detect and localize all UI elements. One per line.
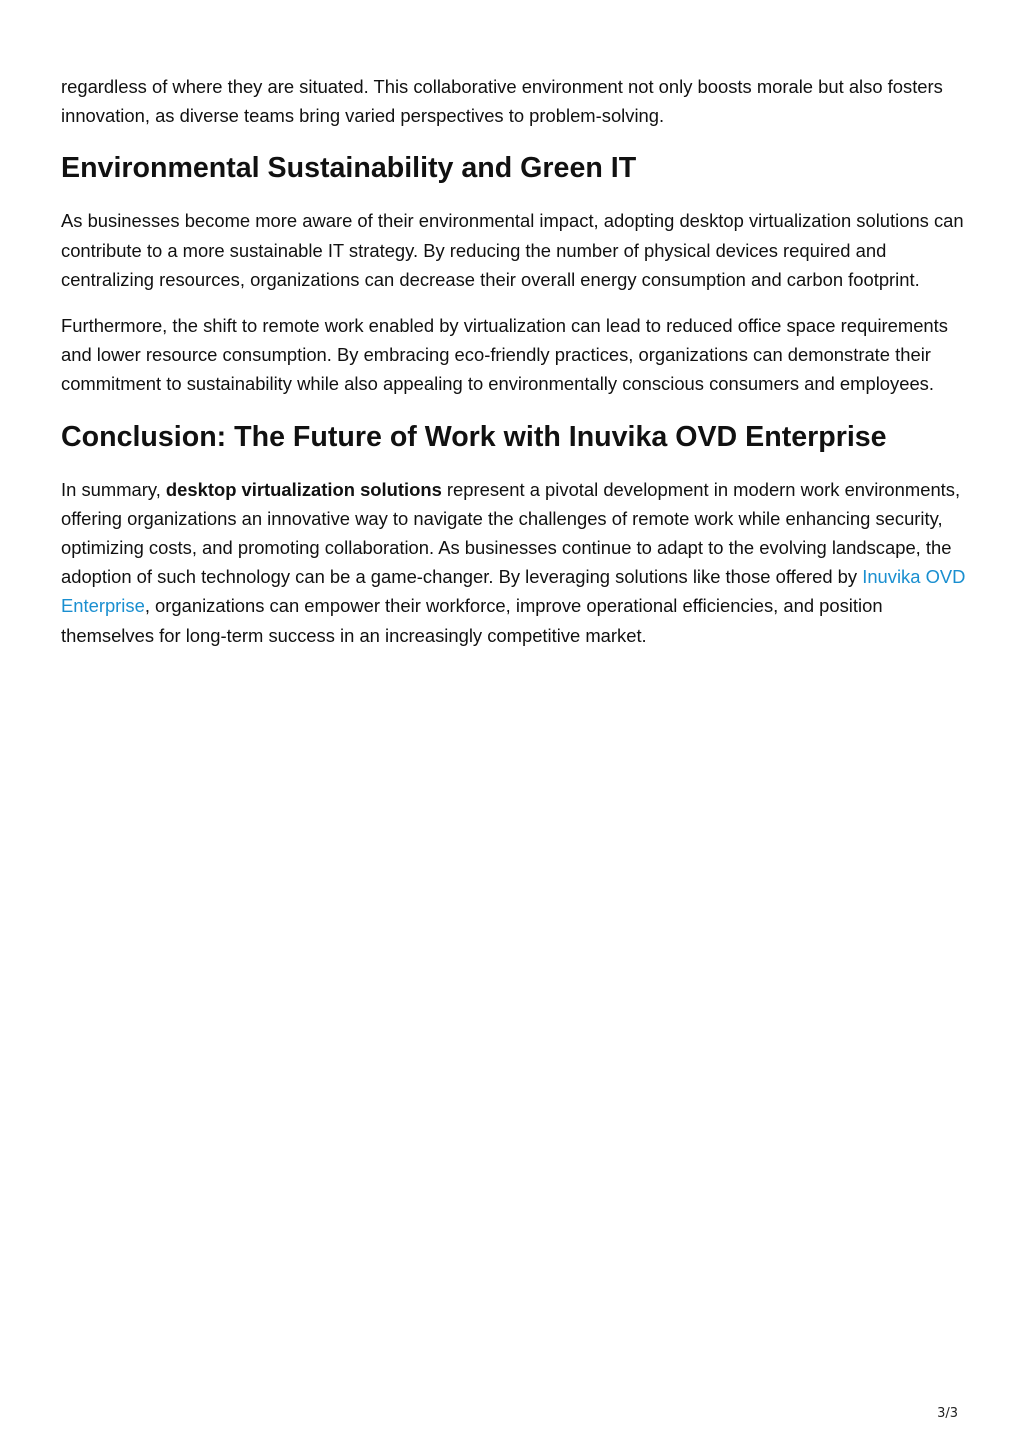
page-number: 3/3 — [937, 1406, 958, 1421]
conclusion-paragraph — [61, 475, 971, 650]
inuvika-ovd-enterprise-link[interactable]: Inuvika OVD Enterprise — [61, 566, 966, 617]
intro-paragraph: regardless of where they are situated. This collaborative environment not only boosts morale but also fosters innovation, as diverse teams bring varied perspectives to problem-solving. — [61, 76, 943, 127]
environmental-paragraph-1: As businesses become more aware of their environmental impact, adopting desktop virtualization solutions can contribute to a more sustainable IT strategy. By reducing the number of physical devices required and centralizing resources, organizations can decrease their overall energy consumption and carbon footprint. — [61, 210, 964, 290]
conclusion-bold-phrase: desktop virtualization solutions — [165, 478, 442, 500]
conclusion-middle-text: represent a pivotal development in modern work environments, offering organizations an innovative way to navigate the challenges of remote work while enhancing security, optimizing costs, and promoting collaboration. As businesses continue to adapt to the evolving landscape, the adoption of such technology can be a game-changer. By leveraging solutions like those offered by — [61, 478, 961, 588]
section-heading-conclusion: Conclusion: The Future of Work with Inuvika OVD Enterprise — [61, 420, 887, 453]
document-body — [61, 72, 971, 650]
conclusion-tail-text: , organizations can empower their workforce, improve operational efficiencies, and position themselves for long-term success in an increasingly competitive market. — [61, 595, 883, 646]
environmental-paragraph-2: Furthermore, the shift to remote work enabled by virtualization can lead to reduced office space requirements and lower resource consumption. By embracing eco-friendly practices, organizations can demonstrate their commitment to sustainability while also appealing to environmentally conscious consumers and employees. — [61, 315, 948, 395]
section-heading-environmental: Environmental Sustainability and Green IT — [61, 152, 637, 185]
conclusion-lead-text: In summary, — [61, 478, 166, 500]
